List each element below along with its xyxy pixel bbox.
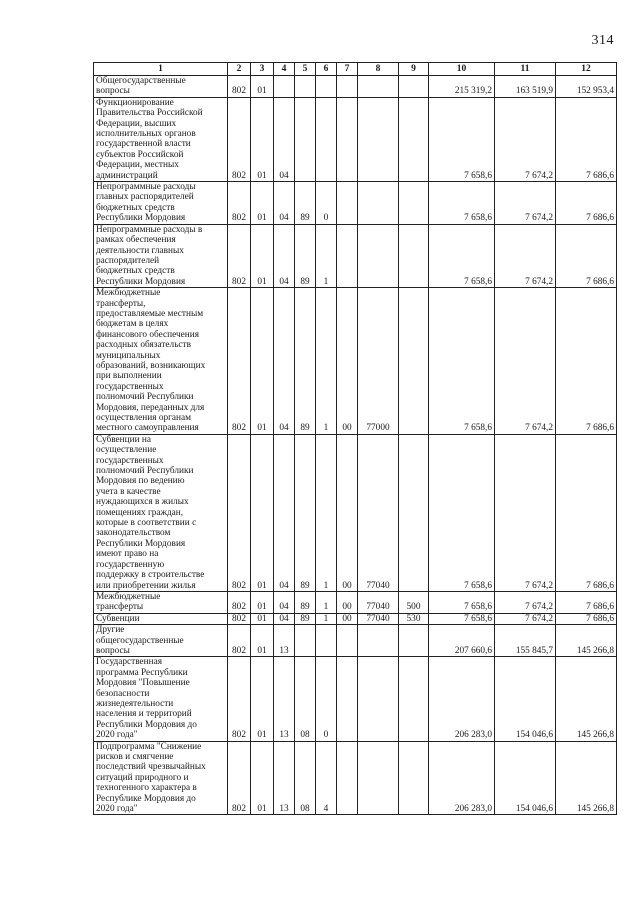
code-section-cell: 01 xyxy=(251,76,274,98)
amount-col11-cell: 154 046,6 xyxy=(495,741,556,815)
code-subsection-cell: 04 xyxy=(274,613,295,624)
code-direction-cell xyxy=(358,97,399,181)
row-name-cell: Непрограммные расходы в рамках обеспечения деятельности главных распорядителей бюджетных средств Республики Мордовия xyxy=(94,224,228,287)
amount-col11-cell: 7 674,2 xyxy=(495,97,556,181)
code-expense-type-cell xyxy=(399,625,429,657)
code-section-cell: 01 xyxy=(251,182,274,225)
table-row xyxy=(94,613,617,624)
code-main-event-cell: 00 xyxy=(337,591,358,613)
code-direction-cell xyxy=(358,76,399,98)
column-header: 6 xyxy=(316,63,337,76)
row-name-cell: Функционирование Правительства Российской Федерации, высших исполнительных органов государственной власти субъектов Российской Федерации, местных администраций xyxy=(94,97,228,181)
code-direction-cell xyxy=(358,657,399,741)
row-name-cell: Субвенции xyxy=(94,613,228,624)
column-header: 1 xyxy=(94,63,228,76)
table-row xyxy=(94,741,617,815)
code-main-cell: 802 xyxy=(228,657,251,741)
code-subprogram-cell: 0 xyxy=(316,657,337,741)
amount-col10-cell: 7 658,6 xyxy=(429,97,495,181)
amount-col10-cell: 206 283,0 xyxy=(429,741,495,815)
column-header: 12 xyxy=(556,63,617,76)
code-subsection-cell: 04 xyxy=(274,182,295,225)
amount-col12-cell: 7 686,6 xyxy=(556,288,617,435)
code-program-cell: 89 xyxy=(295,288,316,435)
code-main-event-cell xyxy=(337,97,358,181)
code-subsection-cell: 13 xyxy=(274,741,295,815)
amount-col12-cell: 152 953,4 xyxy=(556,76,617,98)
code-program-cell xyxy=(295,97,316,181)
column-header: 7 xyxy=(337,63,358,76)
amount-col11-cell: 154 046,6 xyxy=(495,657,556,741)
row-name-cell: Субвенции на осуществление государственных полномочий Республики Мордовия по ведению учета в качестве нуждающихся в жилых помещениях граждан, которые в соответствии с законодательством Республики Мордовия имеют право на государственную поддержку в строительстве или приобретении жилья xyxy=(94,434,228,591)
code-section-cell: 01 xyxy=(251,224,274,287)
header-row xyxy=(94,63,617,76)
amount-col10-cell: 7 658,6 xyxy=(429,613,495,624)
code-direction-cell xyxy=(358,625,399,657)
code-main-event-cell xyxy=(337,741,358,815)
column-header: 10 xyxy=(429,63,495,76)
code-subsection-cell xyxy=(274,76,295,98)
code-program-cell: 89 xyxy=(295,224,316,287)
code-program-cell xyxy=(295,625,316,657)
code-program-cell: 89 xyxy=(295,434,316,591)
code-program-cell: 08 xyxy=(295,741,316,815)
code-subsection-cell: 13 xyxy=(274,657,295,741)
code-main-event-cell xyxy=(337,657,358,741)
column-header: 4 xyxy=(274,63,295,76)
amount-col10-cell: 207 660,6 xyxy=(429,625,495,657)
row-name-cell: Межбюджетные трансферты xyxy=(94,591,228,613)
table-row xyxy=(94,97,617,181)
row-name-cell: Подпрограмма "Снижение рисков и смягчение последствий чрезвычайных ситуаций природного и техногенного характера в Республике Мордовия до 2020 года" xyxy=(94,741,228,815)
amount-col12-cell: 7 686,6 xyxy=(556,97,617,181)
column-header: 9 xyxy=(399,63,429,76)
amount-col11-cell: 7 674,2 xyxy=(495,288,556,435)
code-expense-type-cell xyxy=(399,657,429,741)
code-subprogram-cell xyxy=(316,625,337,657)
table-row xyxy=(94,657,617,741)
column-header: 5 xyxy=(295,63,316,76)
code-main-event-cell: 00 xyxy=(337,288,358,435)
column-header: 11 xyxy=(495,63,556,76)
code-program-cell: 89 xyxy=(295,182,316,225)
table-row xyxy=(94,591,617,613)
code-main-cell: 802 xyxy=(228,182,251,225)
code-main-event-cell: 00 xyxy=(337,434,358,591)
code-section-cell: 01 xyxy=(251,434,274,591)
budget-table xyxy=(93,62,617,815)
amount-col11-cell: 155 845,7 xyxy=(495,625,556,657)
table-body xyxy=(94,76,617,815)
code-subsection-cell: 04 xyxy=(274,288,295,435)
code-section-cell: 01 xyxy=(251,657,274,741)
code-subprogram-cell: 1 xyxy=(316,288,337,435)
amount-col10-cell: 7 658,6 xyxy=(429,434,495,591)
code-section-cell: 01 xyxy=(251,613,274,624)
code-direction-cell: 77000 xyxy=(358,288,399,435)
code-direction-cell xyxy=(358,224,399,287)
code-direction-cell: 77040 xyxy=(358,613,399,624)
code-main-cell: 802 xyxy=(228,224,251,287)
code-main-cell: 802 xyxy=(228,625,251,657)
code-subprogram-cell: 1 xyxy=(316,613,337,624)
code-main-event-cell xyxy=(337,182,358,225)
row-name-cell: Непрограммные расходы главных распорядителей бюджетных средств Республики Мордовия xyxy=(94,182,228,225)
amount-col12-cell: 7 686,6 xyxy=(556,613,617,624)
code-program-cell: 89 xyxy=(295,613,316,624)
code-section-cell: 01 xyxy=(251,97,274,181)
amount-col10-cell: 7 658,6 xyxy=(429,224,495,287)
code-main-cell: 802 xyxy=(228,434,251,591)
code-program-cell: 89 xyxy=(295,591,316,613)
amount-col12-cell: 145 266,8 xyxy=(556,741,617,815)
table-row xyxy=(94,288,617,435)
amount-col10-cell: 7 658,6 xyxy=(429,591,495,613)
table-row xyxy=(94,625,617,657)
table-row xyxy=(94,224,617,287)
column-header: 3 xyxy=(251,63,274,76)
code-subsection-cell: 04 xyxy=(274,224,295,287)
code-expense-type-cell: 500 xyxy=(399,591,429,613)
amount-col12-cell: 7 686,6 xyxy=(556,434,617,591)
code-main-event-cell: 00 xyxy=(337,613,358,624)
code-expense-type-cell: 530 xyxy=(399,613,429,624)
code-section-cell: 01 xyxy=(251,288,274,435)
code-main-event-cell xyxy=(337,625,358,657)
code-direction-cell: 77040 xyxy=(358,591,399,613)
amount-col10-cell: 7 658,6 xyxy=(429,288,495,435)
column-header: 8 xyxy=(358,63,399,76)
code-subprogram-cell xyxy=(316,76,337,98)
code-expense-type-cell xyxy=(399,288,429,435)
code-main-cell: 802 xyxy=(228,76,251,98)
code-program-cell: 08 xyxy=(295,657,316,741)
code-direction-cell xyxy=(358,182,399,225)
code-expense-type-cell xyxy=(399,224,429,287)
amount-col12-cell: 7 686,6 xyxy=(556,224,617,287)
code-direction-cell xyxy=(358,741,399,815)
row-name-cell: Межбюджетные трансферты, предоставляемые местным бюджетам в целях финансового обеспечения расходных обязательств муниципальных образований, возникающих при выполнении государственных полномочий Республики Мордовия, переданных для осуществления органам местного самоуправления xyxy=(94,288,228,435)
code-main-cell: 802 xyxy=(228,591,251,613)
table-row xyxy=(94,76,617,98)
amount-col12-cell: 145 266,8 xyxy=(556,625,617,657)
code-main-event-cell xyxy=(337,76,358,98)
code-subsection-cell: 04 xyxy=(274,591,295,613)
amount-col10-cell: 215 319,2 xyxy=(429,76,495,98)
amount-col11-cell: 7 674,2 xyxy=(495,182,556,225)
code-main-cell: 802 xyxy=(228,288,251,435)
code-expense-type-cell xyxy=(399,434,429,591)
amount-col10-cell: 206 283,0 xyxy=(429,657,495,741)
code-expense-type-cell xyxy=(399,741,429,815)
amount-col12-cell: 145 266,8 xyxy=(556,657,617,741)
amount-col11-cell: 7 674,2 xyxy=(495,224,556,287)
code-direction-cell: 77040 xyxy=(358,434,399,591)
code-expense-type-cell xyxy=(399,97,429,181)
row-name-cell: Государственная программа Республики Мордовия "Повышение безопасности жизнедеятельности населения и территорий Республики Мордовия до 2020 года" xyxy=(94,657,228,741)
code-expense-type-cell xyxy=(399,182,429,225)
amount-col11-cell: 7 674,2 xyxy=(495,434,556,591)
code-section-cell: 01 xyxy=(251,741,274,815)
code-subsection-cell: 04 xyxy=(274,434,295,591)
code-subsection-cell: 13 xyxy=(274,625,295,657)
code-expense-type-cell xyxy=(399,76,429,98)
code-section-cell: 01 xyxy=(251,625,274,657)
row-name-cell: Общегосударственные вопросы xyxy=(94,76,228,98)
table-row xyxy=(94,182,617,225)
amount-col11-cell: 163 519,9 xyxy=(495,76,556,98)
amount-col12-cell: 7 686,6 xyxy=(556,182,617,225)
code-subsection-cell: 04 xyxy=(274,97,295,181)
code-subprogram-cell: 4 xyxy=(316,741,337,815)
column-header: 2 xyxy=(228,63,251,76)
code-main-cell: 802 xyxy=(228,613,251,624)
amount-col11-cell: 7 674,2 xyxy=(495,591,556,613)
code-main-cell: 802 xyxy=(228,97,251,181)
row-name-cell: Другие общегосударственные вопросы xyxy=(94,625,228,657)
amount-col10-cell: 7 658,6 xyxy=(429,182,495,225)
page-number: 314 xyxy=(591,33,614,48)
code-main-event-cell xyxy=(337,224,358,287)
code-subprogram-cell: 1 xyxy=(316,224,337,287)
code-subprogram-cell xyxy=(316,97,337,181)
code-program-cell xyxy=(295,76,316,98)
code-subprogram-cell: 0 xyxy=(316,182,337,225)
code-subprogram-cell: 1 xyxy=(316,591,337,613)
amount-col12-cell: 7 686,6 xyxy=(556,591,617,613)
table-row xyxy=(94,434,617,591)
code-subprogram-cell: 1 xyxy=(316,434,337,591)
code-main-cell: 802 xyxy=(228,741,251,815)
code-section-cell: 01 xyxy=(251,591,274,613)
amount-col11-cell: 7 674,2 xyxy=(495,613,556,624)
